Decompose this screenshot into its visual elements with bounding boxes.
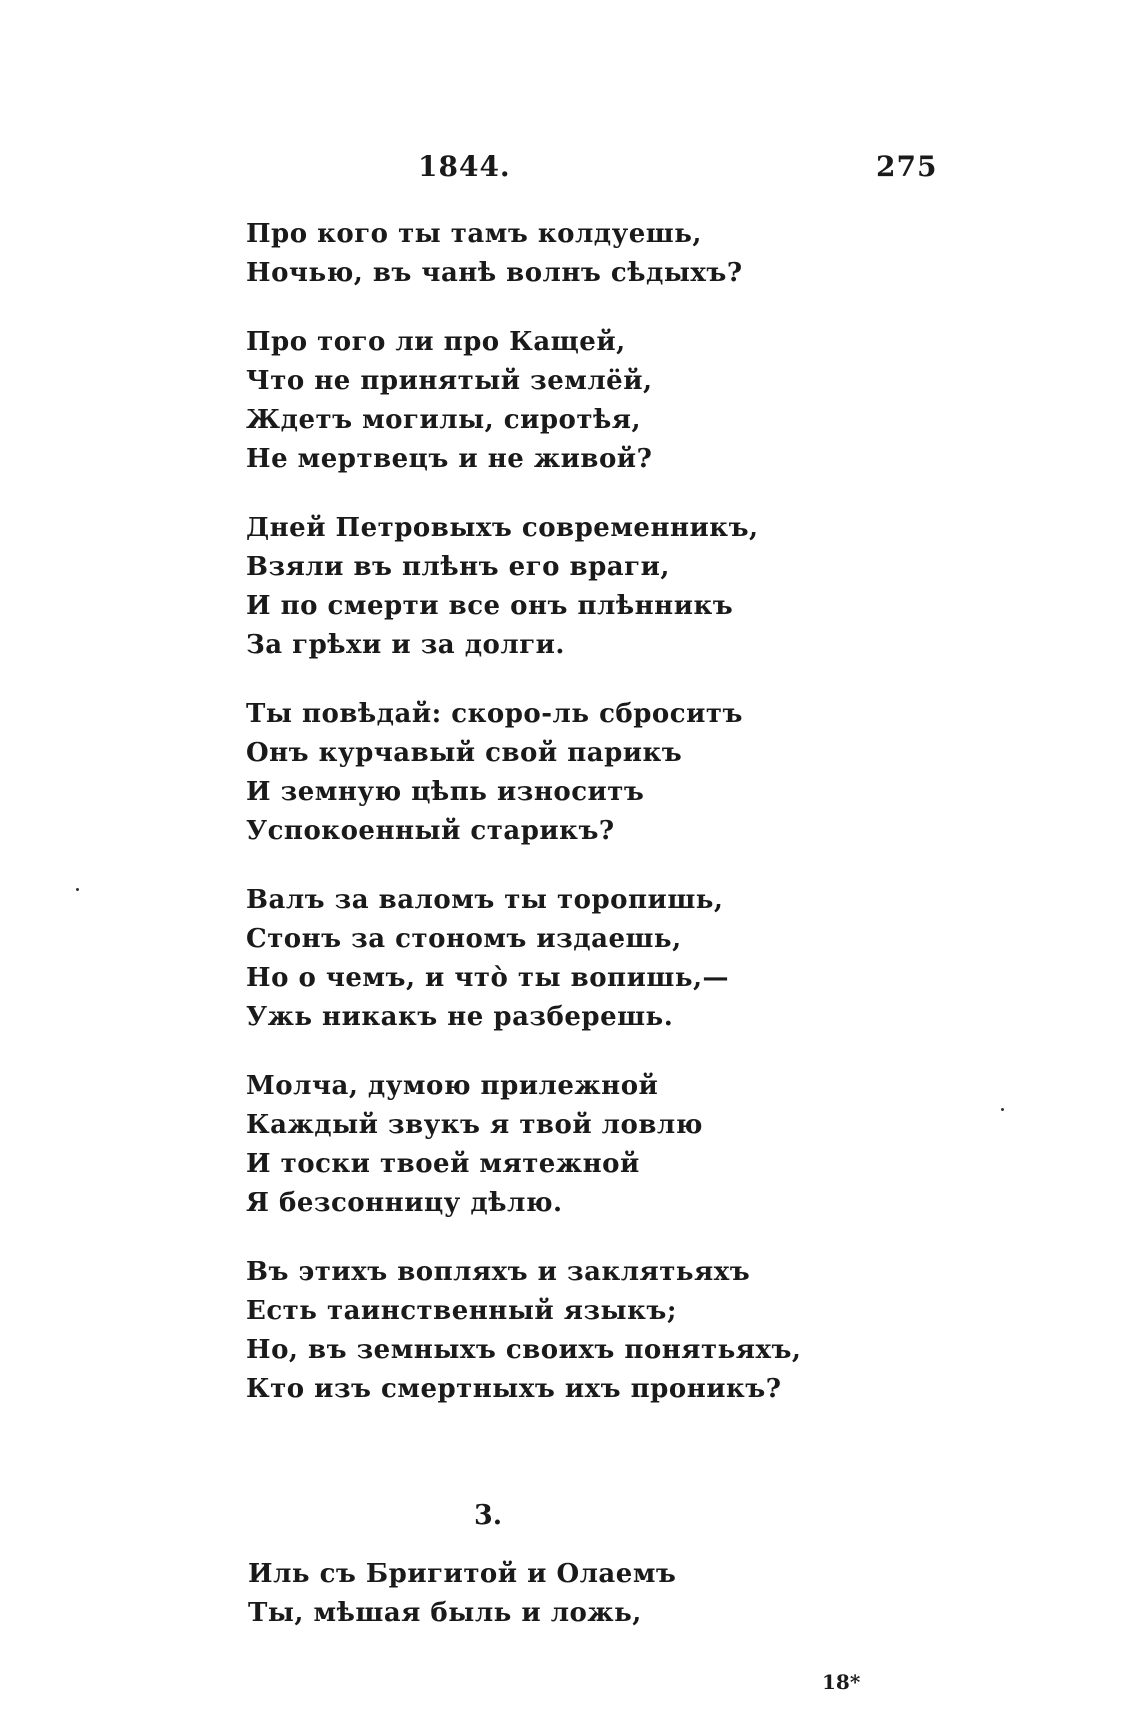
poem-body (246, 215, 1006, 1439)
verse-line: Взяли въ плѣнъ его враги, (246, 552, 670, 582)
verse-line: Есть таинственный языкъ; (246, 1296, 677, 1326)
verse-line: И тоски твоей мятежной (246, 1149, 640, 1179)
verse-line: И земную цѣпь износитъ (246, 777, 645, 807)
running-header-year: 1844. (418, 150, 511, 183)
verse-line: Ты повѣдай: скоро-ль сброситъ (246, 699, 743, 729)
stanza (246, 881, 1006, 1037)
verse-line: Ждетъ могилы, сиротѣя, (246, 405, 642, 435)
verse-line: Ужь никакъ не разберешь. (246, 1002, 674, 1032)
scan-speck (1001, 1108, 1004, 1111)
verse-line: Въ этихъ вопляхъ и заклятьяхъ (246, 1257, 751, 1287)
page-number: 275 (876, 150, 938, 183)
scan-speck (76, 888, 79, 891)
poem-section-3 (248, 1555, 1008, 1633)
verse-line: Что не принятый землёй, (246, 366, 653, 396)
printer-signature-mark: 18* (822, 1670, 861, 1694)
verse-line: Ты, мѣшая быль и ложь, (248, 1598, 642, 1628)
section-number: 3. (474, 1500, 503, 1531)
verse-line: Валъ за валомъ ты торопишь, (246, 885, 724, 915)
verse-line: Онъ курчавый свой парикъ (246, 738, 683, 768)
verse-line: Молча, думою прилежной (246, 1071, 659, 1101)
verse-line: Ночью, въ чанѣ волнъ сѣдыхъ? (246, 258, 743, 288)
stanza (246, 215, 1006, 293)
stanza (246, 695, 1006, 851)
verse-line: Не мертвецъ и не живой? (246, 444, 653, 474)
verse-line: Успокоенный старикъ? (246, 816, 615, 846)
verse-line: За грѣхи и за долги. (246, 630, 565, 660)
verse-line: Про того ли про Кащей, (246, 327, 626, 357)
verse-line: Но о чемъ, и что̀ ты вопишь,— (246, 963, 730, 993)
verse-line: Стонъ за стономъ издаешь, (246, 924, 682, 954)
verse-line: И по смерти все онъ плѣнникъ (246, 591, 734, 621)
verse-line: Кто изъ смертныхъ ихъ проникъ? (246, 1374, 782, 1404)
stanza (246, 509, 1006, 665)
verse-line: Дней Петровыхъ современникъ, (246, 513, 759, 543)
stanza (246, 1253, 1006, 1409)
verse-line: Про кого ты тамъ колдуешь, (246, 219, 702, 249)
stanza (246, 323, 1006, 479)
verse-line: Но, въ земныхъ своихъ понятьяхъ, (246, 1335, 802, 1365)
stanza (246, 1067, 1006, 1223)
verse-line: Я безсонницу дѣлю. (246, 1188, 563, 1218)
verse-line: Иль съ Бригитой и Олаемъ (248, 1559, 677, 1589)
verse-line: Каждый звукъ я твой ловлю (246, 1110, 703, 1140)
